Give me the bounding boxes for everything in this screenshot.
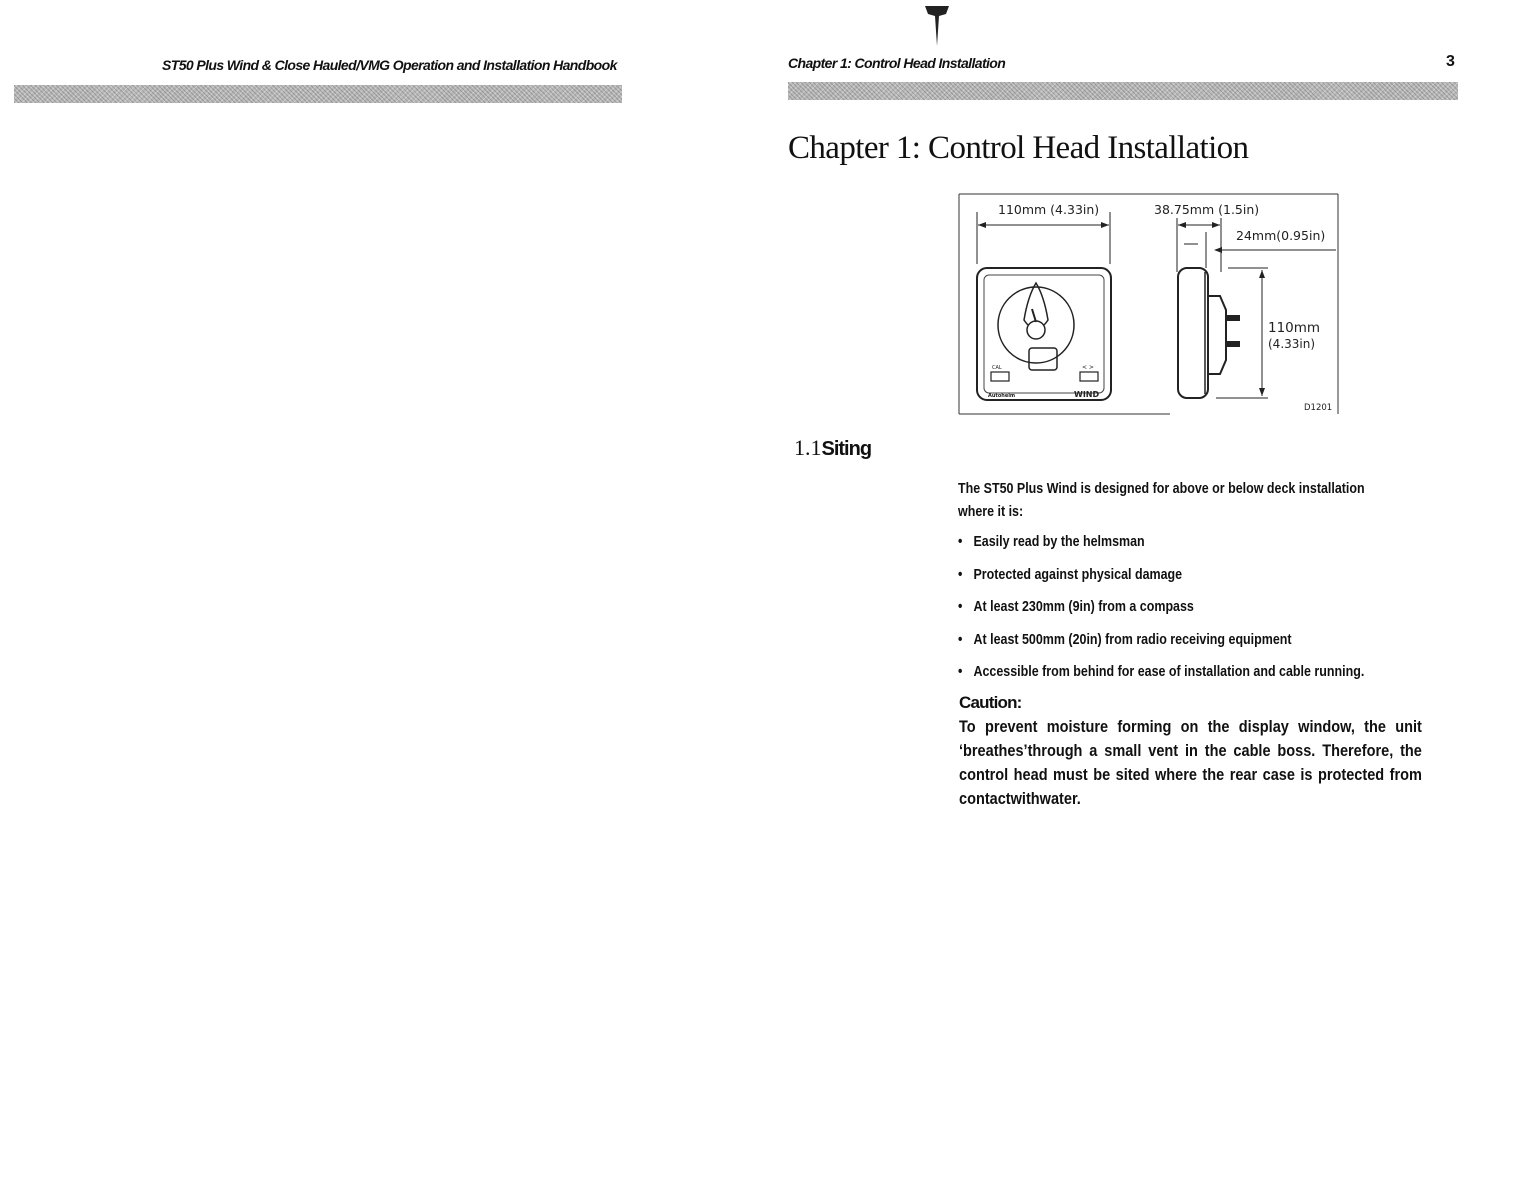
caution-text: To prevent moisture forming on the display window, the unit ‘breathes’through a small vent in the cable boss. Therefore, the control head must be sited where the rear case is protected from contactwithwater. [959, 718, 1422, 808]
left-running-header: ST50 Plus Wind & Close Hauled/VMG Operation and Installation Handbook [162, 57, 617, 73]
right-running-header: Chapter 1: Control Head Installation [788, 55, 1006, 71]
chapter-title: Chapter 1: Control Head Installation [788, 130, 1249, 166]
dimension-drawing [958, 192, 1342, 416]
caution-heading: Caution: [959, 693, 1022, 712]
list-item: • Easily read by the helmsman [958, 534, 1145, 550]
section-intro: The ST50 Plus Wind is designed for above or below deck installation where it is: [958, 481, 1365, 520]
dimension-figure [958, 192, 1342, 416]
bullet-icon: • [958, 534, 963, 550]
dim-height-in-label: (4.33in) [1268, 337, 1316, 351]
figure-id: D1201 [1304, 403, 1333, 413]
section-heading [794, 435, 871, 461]
arrow-keys-label: < > [1082, 364, 1094, 371]
dim-height-mm-label: 110mm [1268, 320, 1321, 336]
dim-width-label: 110mm (4.33in) [998, 202, 1100, 217]
list-item: • Accessible from behind for ease of installation and cable running. [958, 664, 1365, 680]
bullet-icon: • [958, 664, 963, 680]
section-title: Siting [821, 438, 872, 460]
logo-mark-icon [925, 6, 949, 46]
dim-depth-label: 38.75mm (1.5in) [1154, 202, 1260, 217]
brand-label: Autohelm [988, 393, 1016, 399]
section-number: 1.1 [794, 435, 822, 460]
wind-label: WIND [1074, 390, 1100, 399]
left-header-band [14, 85, 622, 103]
bullet-icon: • [958, 567, 963, 583]
list-item: • At least 230mm (9in) from a compass [958, 599, 1194, 615]
dim-boss-label: 24mm(0.95in) [1236, 228, 1326, 243]
bullet-icon: • [958, 632, 963, 648]
list-item: • Protected against physical damage [958, 567, 1183, 583]
publisher-logo [925, 6, 949, 46]
list-item: • At least 500mm (20in) from radio receiving equipment [958, 632, 1292, 648]
bullet-icon: • [958, 599, 963, 615]
cal-label: CAL [992, 365, 1002, 371]
right-header-band [788, 82, 1458, 100]
page-number: 3 [1446, 53, 1455, 70]
